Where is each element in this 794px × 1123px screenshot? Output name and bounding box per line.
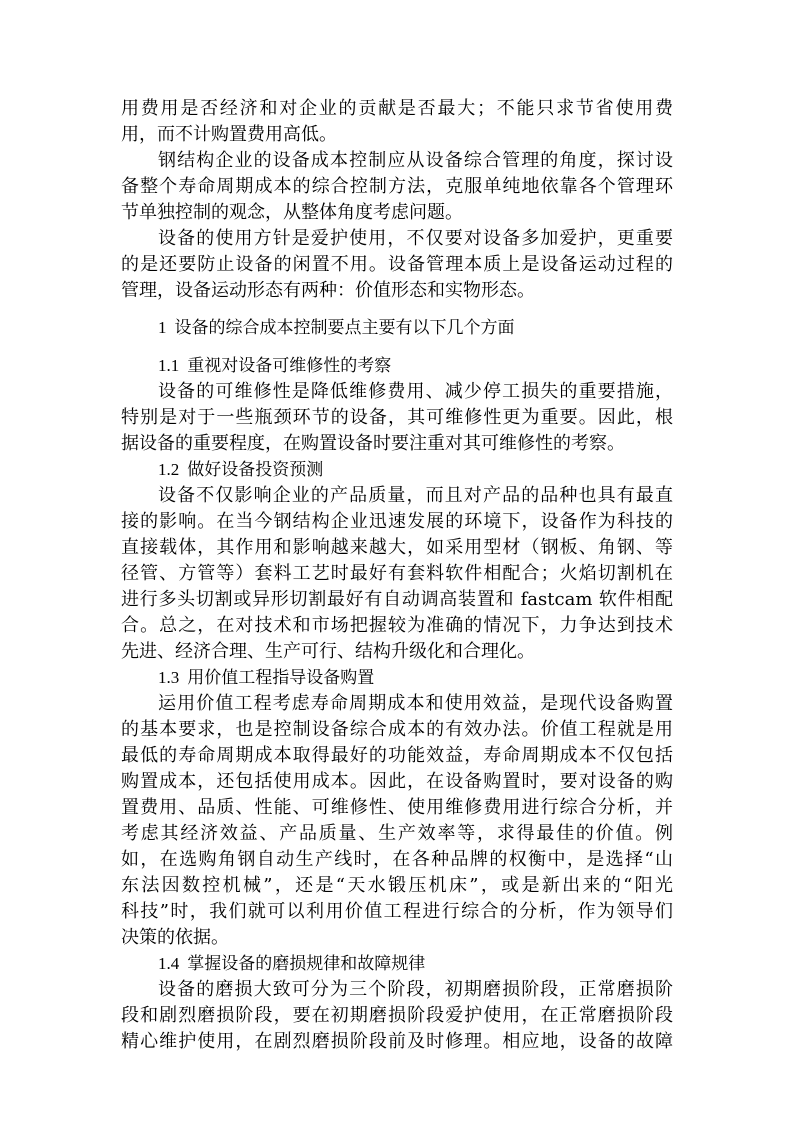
text-line: 先进、经济合理、生产可行、结构升级化和合理化。 — [121, 641, 535, 662]
text-line: 最低的寿命周期成本取得最好的功能效益，寿命周期成本不仅包括 — [121, 745, 673, 766]
text-line: 备整个寿命周期成本的综合控制方法，克服单纯地依靠各个管理环 — [121, 176, 673, 197]
subsection-number: 1.3 — [158, 668, 180, 687]
section-number: 1 — [158, 318, 167, 337]
section-heading — [158, 315, 515, 341]
text-line: 设备的磨损大致可分为三个阶段，初期磨损阶段，正常磨损阶 — [158, 979, 673, 1000]
text-line: 据设备的重要程度，在购置设备时要注重对其可维修性的考察。 — [121, 433, 625, 454]
subsection-title: 做好设备投资预测 — [187, 460, 324, 480]
text-line: 设备的可维修性是降低维修费用、减少停工损失的重要措施， — [158, 381, 673, 402]
text-line: 的基本要求，也是控制设备综合成本的有效办法。价值工程就是用 — [121, 719, 673, 740]
text-line: 如，在选购角钢自动生产线时，在各种品牌的权衡中，是选择“山 — [121, 849, 673, 870]
text-line: 东法因数控机械”，还是“天水锻压机床”，或是新出来的“阳光 — [121, 875, 673, 896]
text-line: 购置成本，还包括使用成本。因此，在设备购置时，要对设备的购 — [121, 771, 673, 792]
text-line: 的是还要防止设备的闲置不用。设备管理本质上是设备运动过程的 — [121, 254, 673, 275]
text-line: 置费用、品质、性能、可维修性、使用维修费用进行综合分析，并 — [121, 797, 673, 818]
subsection-title: 重视对设备可维修性的考察 — [187, 356, 392, 376]
subsection-heading — [158, 353, 391, 379]
text-line: 用，而不计购置费用高低。 — [121, 124, 337, 145]
text-line: 进行多头切割或异形切割最好有自动调高装置和 fastcam 软件相配 — [121, 589, 673, 610]
text-line: 科技”时，我们就可以利用价值工程进行综合的分析，作为领导们 — [121, 901, 673, 922]
text-line: 直接载体，其作用和影响越来越大，如采用型材（钢板、角钢、等 — [121, 537, 673, 558]
subsection-number: 1.2 — [158, 460, 180, 479]
subsection-heading — [158, 665, 374, 691]
text-line: 特别是对于一些瓶颈环节的设备，其可维修性更为重要。因此，根 — [121, 407, 673, 428]
text-line: 接的影响。在当今钢结构企业迅速发展的环境下，设备作为科技的 — [121, 511, 673, 532]
text-line: 节单独控制的观念，从整体角度考虑问题。 — [121, 202, 463, 223]
subsection-title: 掌握设备的磨损规律和故障规律 — [187, 954, 426, 974]
text-line: 运用价值工程考虑寿命周期成本和使用效益，是现代设备购置 — [158, 693, 673, 714]
text-line: 决策的依据。 — [121, 927, 229, 948]
text-line: 钢结构企业的设备成本控制应从设备综合管理的角度，探讨设 — [158, 150, 673, 171]
text-line: 合。总之，在对技术和市场把握较为准确的情况下，力争达到技术 — [121, 615, 673, 636]
subsection-heading — [158, 951, 425, 977]
text-line: 管理，设备运动形态有两种：价值形态和实物形态。 — [121, 280, 535, 301]
section-title: 设备的综合成本控制要点主要有以下几个方面 — [174, 318, 515, 338]
text-line: 设备的使用方针是爱护使用，不仅要对设备多加爱护，更重要 — [158, 228, 673, 249]
subsection-number: 1.4 — [158, 954, 180, 973]
text-line: 考虑其经济效益、产品质量、生产效率等，求得最佳的价值。例 — [121, 823, 673, 844]
subsection-number: 1.1 — [158, 356, 180, 375]
text-line: 设备不仅影响企业的产品质量，而且对产品的品种也具有最直 — [158, 485, 673, 506]
subsection-heading — [158, 457, 323, 483]
subsection-title: 用价值工程指导设备购置 — [187, 668, 375, 688]
text-line: 径管、方管等）套料工艺时最好有套料软件相配合；火焰切割机在 — [121, 563, 673, 584]
text-line: 精心维护使用，在剧烈磨损阶段前及时修理。相应地，设备的故障 — [121, 1031, 673, 1052]
text-line: 用费用是否经济和对企业的贡献是否最大；不能只求节省使用费 — [121, 98, 673, 119]
text-line: 段和剧烈磨损阶段，要在初期磨损阶段爱护使用，在正常磨损阶段 — [121, 1005, 673, 1026]
